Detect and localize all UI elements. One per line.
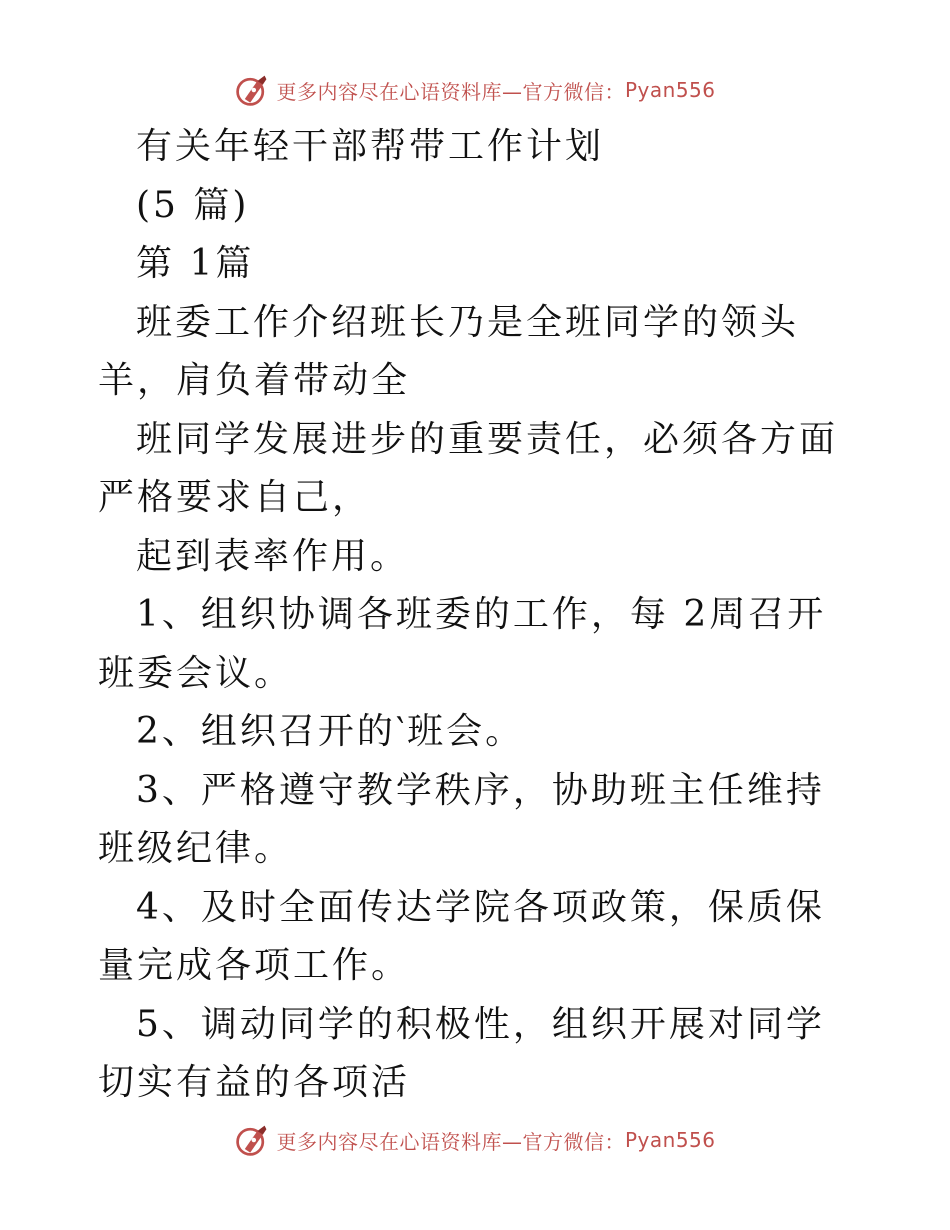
list-item: 4、及时全面传达学院各项政策，保质保量完成各项工作。 (98, 886, 825, 986)
paragraph: 班委工作介绍班长乃是全班同学的领头羊，肩负着带动全 (98, 301, 800, 401)
paragraph: 班同学发展进步的重要责任，必须各方面严格要求自己， (98, 418, 839, 518)
header-banner (0, 70, 950, 110)
section-heading: 第 1篇 (136, 243, 255, 284)
banner-wechat-id: Pyan556 (624, 78, 716, 102)
document-title: 有关年轻干部帮带工作计划 (136, 126, 605, 167)
banner-wechat-id: Pyan556 (624, 1128, 716, 1152)
paragraph: 起到表率作用。 (136, 535, 410, 577)
document-subtitle: (5 篇) (136, 184, 250, 226)
banner-text: 更多内容尽在心语资料库—官方微信： (276, 1129, 625, 1154)
pen-nib-logo-icon (234, 72, 270, 108)
document-body (98, 118, 858, 1113)
list-item: 2、组织召开的‵班会。 (136, 711, 525, 752)
footer-banner (0, 1120, 950, 1160)
list-item: 3、严格遵守教学秩序，协助班主任维持班级纪律。 (98, 769, 825, 869)
list-item: 5、调动同学的积极性，组织开展对同学切实有益的各项活 (98, 1003, 825, 1103)
banner-text: 更多内容尽在心语资料库—官方微信： (276, 79, 625, 104)
pen-nib-logo-icon (234, 1122, 270, 1158)
list-item: 1、组织协调各班委的工作，每 2周召开班委会议。 (98, 594, 827, 694)
